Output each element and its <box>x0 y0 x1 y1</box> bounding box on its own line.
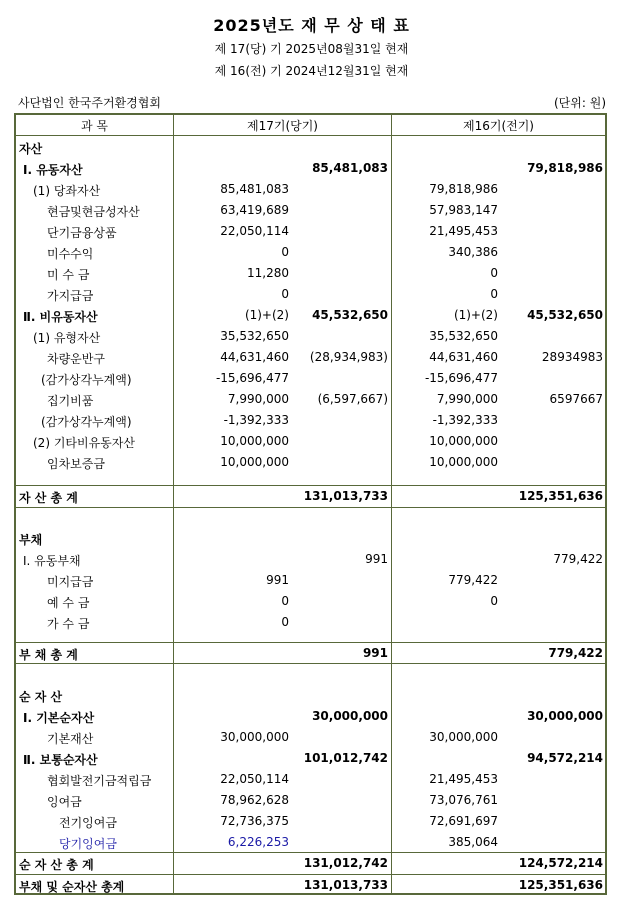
row-value-c1: 0 <box>281 245 289 259</box>
balance-sheet-table <box>14 113 607 895</box>
row-label: Ⅱ. 비유동자산 <box>23 310 98 324</box>
row-value-c1: 0 <box>281 594 289 608</box>
table-row <box>16 769 605 790</box>
row-label: 부채 <box>19 533 43 547</box>
table-row <box>16 347 605 368</box>
row-value-c1: -15,696,477 <box>215 371 289 385</box>
row-value-c3: (1)+(2) <box>453 308 498 322</box>
row-value-c3: -1,392,333 <box>432 413 498 427</box>
row-label: Ⅰ. 유동부채 <box>23 554 81 568</box>
row-value-c1: 11,280 <box>247 266 289 280</box>
table-row <box>16 790 605 811</box>
row-value-c2: 85,481,083 <box>312 161 388 175</box>
table-row <box>16 410 605 431</box>
organization-name: 사단법인 한국주거환경협회 <box>18 96 161 110</box>
row-value-c1: 22,050,114 <box>220 772 289 786</box>
table-row <box>16 685 605 706</box>
table-row <box>16 431 605 452</box>
row-label: 전기잉여금 <box>59 816 117 830</box>
row-value-c2: (28,934,983) <box>309 350 388 364</box>
row-label: 기본재산 <box>47 732 94 746</box>
row-label: (1) 당좌자산 <box>33 184 101 198</box>
row-value-c3: 340,386 <box>448 245 498 259</box>
row-value-c3: 10,000,000 <box>429 455 498 469</box>
table-row <box>16 706 605 727</box>
row-value-c1: 22,050,114 <box>220 224 289 238</box>
row-value-c1: 78,962,628 <box>220 793 289 807</box>
row-value-c4: 94,572,214 <box>527 751 603 765</box>
row-label: 부 채 총 계 <box>19 648 78 662</box>
table-row <box>16 570 605 591</box>
row-value-c1: 85,481,083 <box>220 182 289 196</box>
row-label: 차량운반구 <box>47 352 105 366</box>
row-label: (감가상각누계액) <box>41 373 132 387</box>
table-row <box>16 528 605 549</box>
table-row <box>16 832 605 853</box>
row-value-c1: 63,419,689 <box>220 203 289 217</box>
table-row <box>16 452 605 473</box>
table-row <box>16 591 605 612</box>
row-value-c1: 35,532,650 <box>220 329 289 343</box>
row-value-c2: 131,013,733 <box>303 489 388 503</box>
row-label: 임차보증금 <box>47 457 105 471</box>
row-value-c3: 779,422 <box>448 573 498 587</box>
row-value-c2: (6,597,667) <box>317 392 388 406</box>
row-value-c3: 0 <box>490 287 498 301</box>
row-value-c3: 21,495,453 <box>429 224 498 238</box>
row-value-c1: 991 <box>266 573 289 587</box>
table-row <box>16 811 605 832</box>
row-value-c4: 6597667 <box>549 392 603 406</box>
row-label: 순 자 산 총 계 <box>19 858 94 872</box>
unit-label: (단위: 원) <box>554 96 606 110</box>
table-row <box>16 643 605 664</box>
table-row <box>16 853 605 874</box>
row-value-c3: 57,983,147 <box>429 203 498 217</box>
row-value-c3: 0 <box>490 266 498 280</box>
row-value-c4: 125,351,636 <box>518 878 603 892</box>
row-value-c2: 101,012,742 <box>303 751 388 765</box>
row-value-c1: 10,000,000 <box>220 434 289 448</box>
row-label: 미 수 금 <box>47 268 90 282</box>
row-value-c1: 30,000,000 <box>220 730 289 744</box>
table-row <box>16 158 605 179</box>
table-header <box>16 115 605 136</box>
table-row <box>16 200 605 221</box>
table-row <box>16 368 605 389</box>
row-label: Ⅱ. 보통순자산 <box>23 753 98 767</box>
row-value-c4: 30,000,000 <box>527 709 603 723</box>
header-item: 과 목 <box>81 119 108 133</box>
row-label: 당기잉여금 <box>59 837 117 851</box>
row-label: 자 산 총 계 <box>19 491 78 505</box>
row-value-c1: 7,990,000 <box>227 392 289 406</box>
section-divider <box>16 507 605 508</box>
row-value-c3: 7,990,000 <box>436 392 498 406</box>
row-value-c2: 131,012,742 <box>303 856 388 870</box>
table-row <box>16 242 605 263</box>
table-row <box>16 263 605 284</box>
row-value-c1: 0 <box>281 287 289 301</box>
row-label: 가 수 금 <box>47 617 90 631</box>
table-row <box>16 284 605 305</box>
row-label: (감가상각누계액) <box>41 415 132 429</box>
row-label: 단기금융상품 <box>47 226 117 240</box>
row-label: 자산 <box>19 142 43 156</box>
row-value-c3: 385,064 <box>448 835 498 849</box>
table-row <box>16 221 605 242</box>
row-value-c3: -15,696,477 <box>424 371 498 385</box>
row-value-c4: 45,532,650 <box>527 308 603 322</box>
current-period: 제 17(당) 기 2025년08월31일 현재 <box>214 42 409 56</box>
row-value-c1: 72,736,375 <box>220 814 289 828</box>
row-value-c3: 35,532,650 <box>429 329 498 343</box>
row-value-c2: 991 <box>365 552 388 566</box>
table-row <box>16 875 605 896</box>
row-value-c3: 30,000,000 <box>429 730 498 744</box>
row-value-c4: 779,422 <box>548 646 603 660</box>
row-value-c3: 44,631,460 <box>429 350 498 364</box>
header-current: 제17기(당기) <box>246 119 318 133</box>
row-label: 예 수 금 <box>47 596 90 610</box>
table-row <box>16 179 605 200</box>
table-row <box>16 389 605 410</box>
row-value-c4: 79,818,986 <box>527 161 603 175</box>
report-title: 2025년도 재 무 상 태 표 <box>213 16 410 35</box>
row-value-c1: -1,392,333 <box>223 413 289 427</box>
prior-period: 제 16(전) 기 2024년12월31일 현재 <box>214 64 409 78</box>
header-prior: 제16기(전기) <box>462 119 534 133</box>
table-row <box>16 748 605 769</box>
row-label: 순 자 산 <box>19 690 63 704</box>
row-value-c1: 44,631,460 <box>220 350 289 364</box>
row-value-c1: 10,000,000 <box>220 455 289 469</box>
row-label: Ⅰ. 유동자산 <box>23 163 83 177</box>
row-value-c3: 72,691,697 <box>429 814 498 828</box>
row-label: 협회발전기금적립금 <box>47 774 152 788</box>
row-label: 미지급금 <box>47 575 94 589</box>
row-value-c4: 28934983 <box>541 350 603 364</box>
row-label: 잉여금 <box>47 795 82 809</box>
row-value-c1: 6,226,253 <box>227 835 289 849</box>
row-value-c1: (1)+(2) <box>244 308 289 322</box>
row-value-c3: 73,076,761 <box>429 793 498 807</box>
row-value-c4: 779,422 <box>553 552 603 566</box>
table-row <box>16 305 605 326</box>
table-row <box>16 727 605 748</box>
row-label: (2) 기타비유동자산 <box>33 436 135 450</box>
row-value-c2: 131,013,733 <box>303 878 388 892</box>
row-value-c3: 21,495,453 <box>429 772 498 786</box>
table-row <box>16 549 605 570</box>
row-label: (1) 유형자산 <box>33 331 101 345</box>
row-value-c2: 30,000,000 <box>312 709 388 723</box>
row-label: Ⅰ. 기본순자산 <box>23 711 95 725</box>
row-value-c2: 991 <box>362 646 388 660</box>
row-label: 미수수익 <box>47 247 94 261</box>
table-row <box>16 137 605 158</box>
table-row <box>16 486 605 507</box>
row-value-c1: 0 <box>281 615 289 629</box>
row-value-c4: 125,351,636 <box>518 489 603 503</box>
row-value-c3: 10,000,000 <box>429 434 498 448</box>
row-label: 집기비품 <box>47 394 94 408</box>
row-value-c4: 124,572,214 <box>518 856 603 870</box>
row-label: 현금및현금성자산 <box>47 205 140 219</box>
row-label: 부채 및 순자산 총계 <box>19 880 125 894</box>
row-value-c2: 45,532,650 <box>312 308 388 322</box>
row-value-c3: 0 <box>490 594 498 608</box>
row-label: 가지급금 <box>47 289 94 303</box>
row-value-c3: 79,818,986 <box>429 182 498 196</box>
table-row <box>16 612 605 633</box>
table-row <box>16 326 605 347</box>
